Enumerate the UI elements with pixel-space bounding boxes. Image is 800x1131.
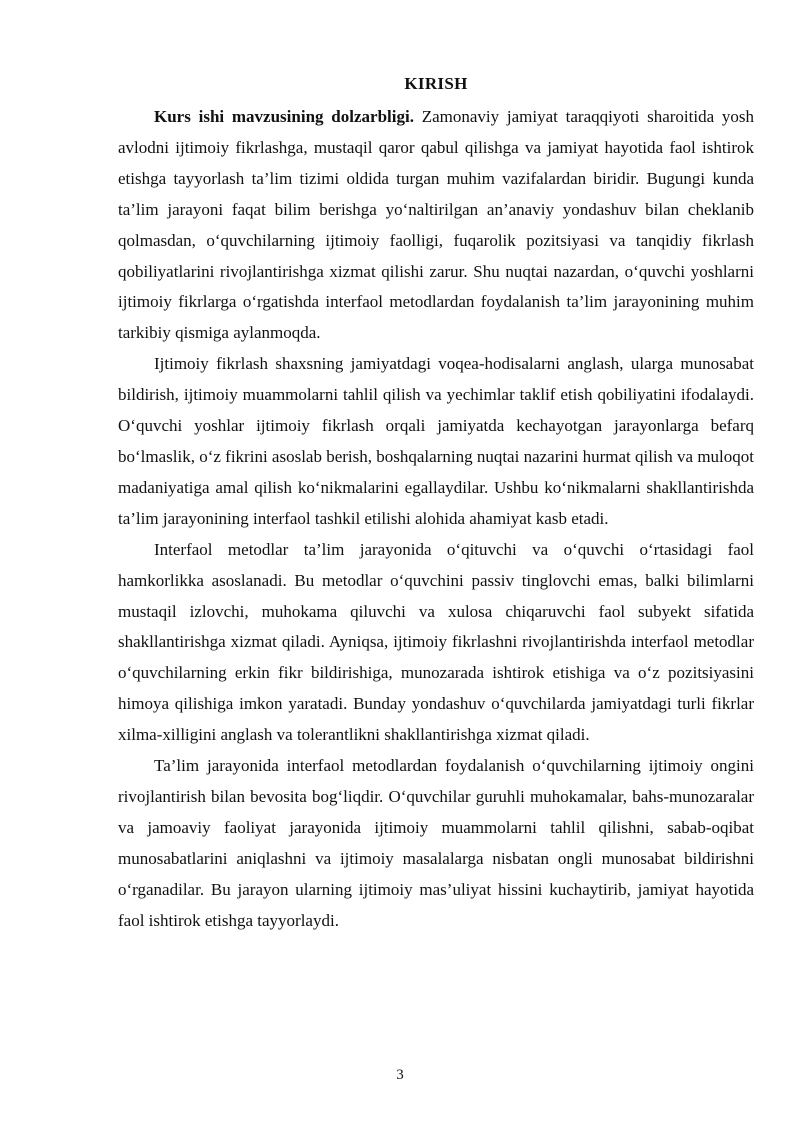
section-title: KIRISH — [404, 74, 468, 93]
paragraph-social-consciousness: Ta’lim jarayonida interfaol metodlardan foydalanish o‘quvchilarning ijtimoiy ongini rivojlantirish bilan bevosita bog‘liqdir. O‘quvchilar guruhli muhokamalar, bahs-munozaralar va jamoaviy faoliyat jarayonida ijtimoiy muammolarni tahlil qilishni, sabab-oqibat munosabatlarini aniqlashni va ijtimoiy masalalarga nisbatan ongli munosabat bildirishni o‘rganadilar. Bu jarayon ularning ijtimoiy mas’uliyat hissini kuchaytirib, jamiyat hayotida faol ishtirok etishga tayyorlaydi. — [118, 756, 754, 930]
paragraph-social-thinking: Ijtimoiy fikrlash shaxsning jamiyatdagi voqea-hodisalarni anglash, ularga munosabat bildirish, ijtimoiy muammolarni tahlil qilish va yechimlar taklif etish qobiliyatini ifodalaydi. O‘quvchi yoshlar ijtimoiy fikrlash orqali jamiyatda kechayotgan jarayonlarga befarq bo‘lmaslik, o‘z fikrini asoslab berish, boshqalarning nuqtai nazarini hurmat qilish va muloqot madaniyatiga amal qilish ko‘nikmalarini egallaydilar. Ushbu ko‘nikmalarni shakllantirishda ta’lim jarayonining interfaol tashkil etilishi alohida ahamiyat kasb etadi. — [118, 354, 754, 528]
paragraph-lead-heading: Kurs ishi mavzusining dolzarbligi. — [154, 107, 414, 126]
page-number: 3 — [396, 1067, 404, 1083]
paragraph-relevance — [118, 102, 754, 349]
paragraph-text: Zamonaviy jamiyat taraqqiyoti sharoitida yosh avlodni ijtimoiy fikrlashga, mustaqil qaror qabul qilishga va jamiyat hayotida faol ishtirok etishga tayyorlash ta’lim tizimi oldida turgan muhim vazifalardan biridir. Bugungi kunda ta’lim jarayoni faqat bilim berishga yo‘naltirilgan an’anaviy yondashuv bilan cheklanib qolmasdan, o‘quvchilarning ijtimoiy faolligi, fuqarolik pozitsiyasi va tanqidiy fikrlash qobiliyatlarini rivojlantirishga xizmat qilishi zarur. Shu nuqtai nazardan, o‘quvchi yoshlarni ijtimoiy fikrlarga o‘rgatishda interfaol metodlardan foydalanish ta’lim jarayonining muhim tarkibiy qismiga aylanmoqda. — [118, 107, 755, 343]
paragraph-interactive-methods: Interfaol metodlar ta’lim jarayonida o‘qituvchi va o‘quvchi o‘rtasidagi faol hamkorlikka asoslanadi. Bu metodlar o‘quvchini passiv tinglovchi emas, balki bilimlarni mustaqil izlovchi, muhokama qiluvchi va xulosa chiqaruvchi faol subyekt sifatida shakllantirishga xizmat qiladi. Ayniqsa, ijtimoiy fikrlashni rivojlantirishda interfaol metodlar o‘quvchilarning erkin fikr bildirishiga, munozarada ishtirok etishiga va o‘z pozitsiyasini himoya qilishiga imkon yaratadi. Bunday yondashuv o‘quvchilarda jamiyatdagi turli fikrlar xilma-xilligini anglash va tolerantlikni shakllantirishga xizmat qiladi. — [118, 539, 754, 745]
document-page — [118, 70, 754, 936]
